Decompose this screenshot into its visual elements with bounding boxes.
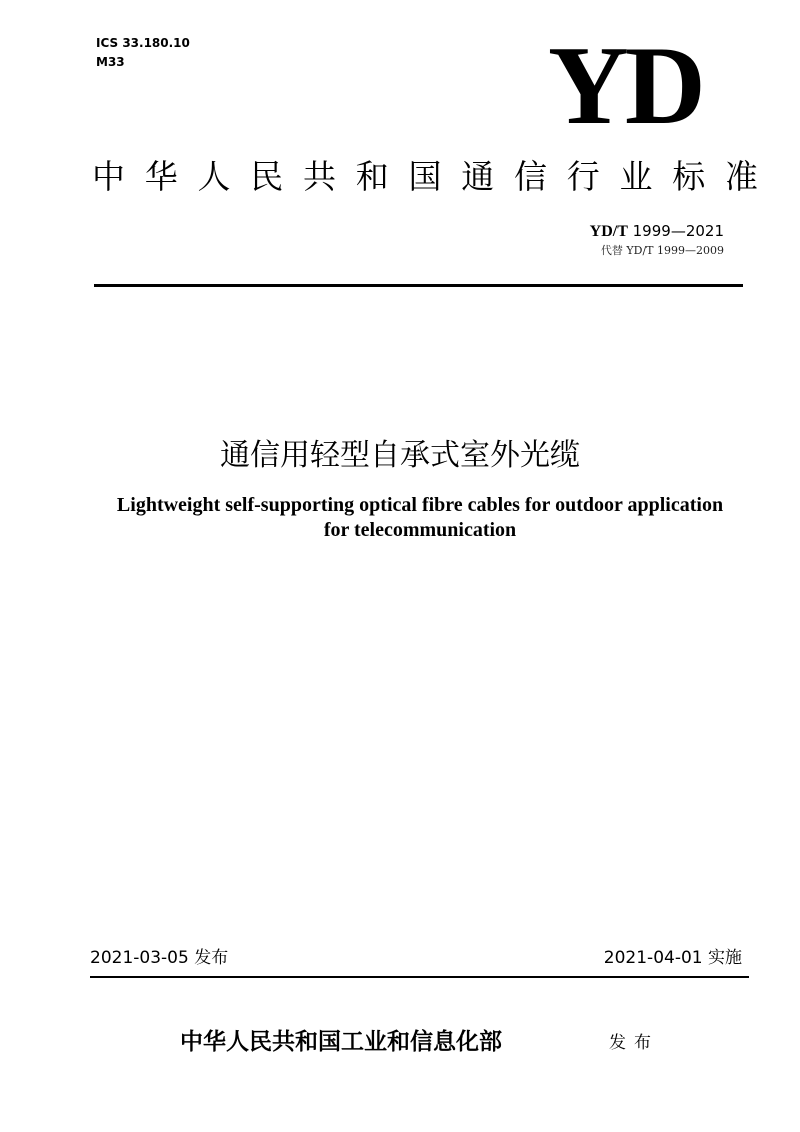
issue-date: 2021-03-05 发布 — [90, 948, 229, 968]
org-title-char: 中 — [92, 157, 125, 196]
org-title-char: 信 — [514, 157, 547, 196]
standard-number-block — [590, 221, 724, 260]
org-title-char: 华 — [144, 157, 178, 196]
org-title-char: 和 — [355, 157, 389, 196]
org-title-char: 业 — [619, 157, 653, 196]
replaces-standard: 代替 YD/T 1999—2009 — [600, 244, 724, 257]
org-title-char: 准 — [725, 157, 758, 196]
yd-logo: YD — [548, 24, 702, 148]
title-chinese: 通信用轻型自承式室外光缆 — [220, 438, 580, 473]
org-title-char: 民 — [250, 157, 284, 196]
title-english-line: Lightweight self-supporting optical fibre cables for outdoor application — [116, 494, 724, 516]
ccs-code: M33 — [96, 55, 125, 69]
org-title-char: 共 — [303, 157, 336, 196]
org-title — [92, 152, 758, 202]
publish-label: 发布 — [609, 1033, 659, 1053]
org-title-char: 国 — [408, 157, 442, 196]
title-english-line: for telecommunication — [323, 519, 517, 541]
standard-prefix: YD/T — [589, 223, 628, 240]
implementation-date: 2021-04-01 实施 — [603, 948, 742, 968]
org-title-char: 人 — [197, 157, 231, 196]
bottom-divider — [90, 976, 749, 978]
org-title-char: 通 — [461, 157, 495, 196]
org-title-char: 标 — [672, 157, 706, 196]
top-divider — [94, 284, 743, 287]
ics-code: ICS 33.180.10 — [96, 36, 190, 50]
org-title-char: 行 — [566, 157, 600, 196]
classification-codes — [96, 34, 190, 72]
publisher: 中华人民共和国工业和信息化部 — [180, 1028, 502, 1055]
title-english — [60, 493, 780, 543]
standard-digits: 1999—2021 — [627, 222, 724, 240]
standard-number — [590, 221, 724, 242]
